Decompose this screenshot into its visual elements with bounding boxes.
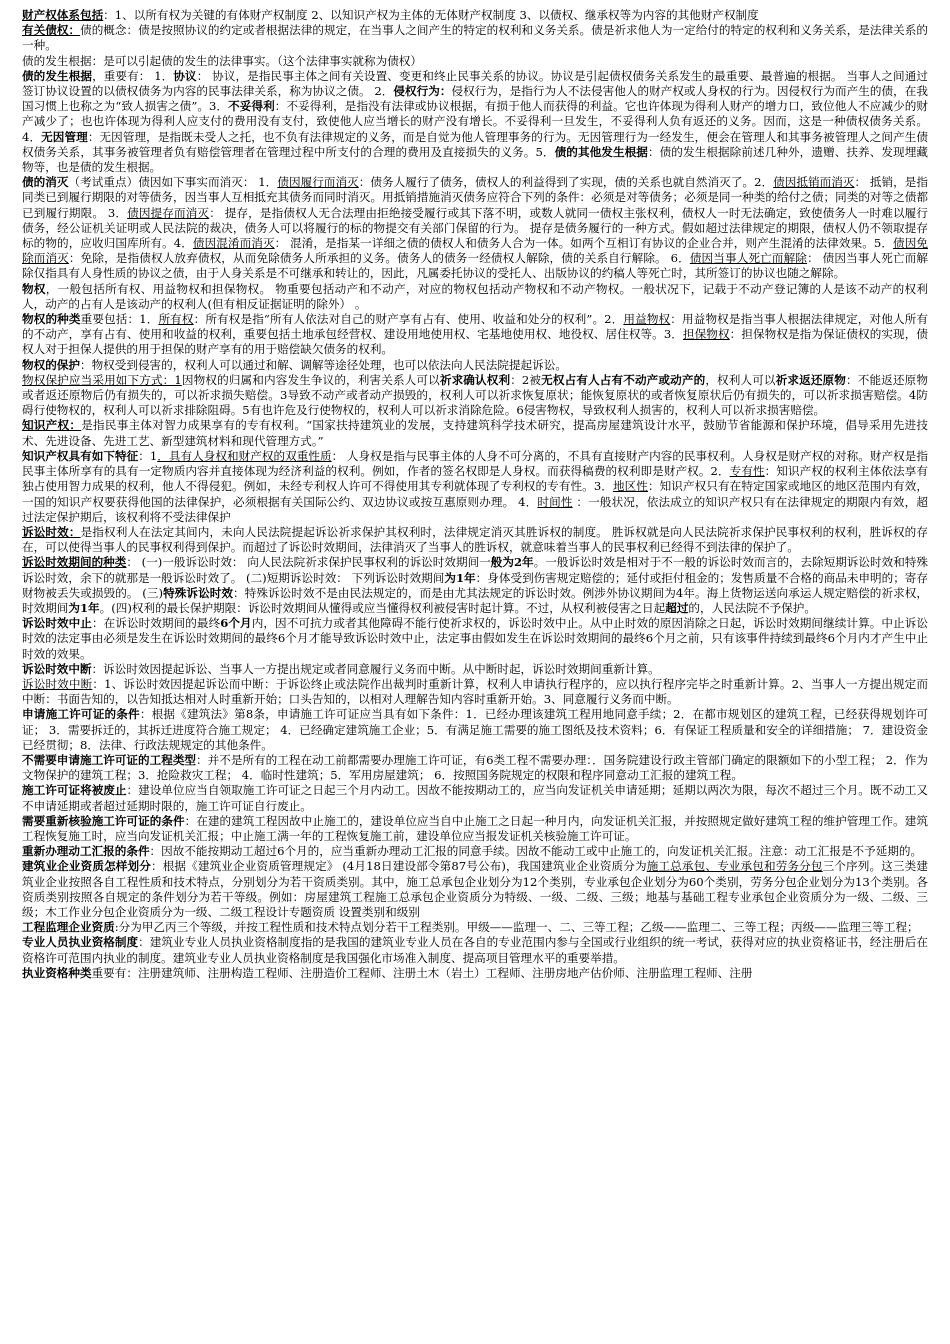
paragraph [22,525,928,555]
paragraph [22,555,928,616]
emphasis-text: 所有权 [158,312,194,327]
paragraph [22,707,928,753]
emphasis-text: 不需要申请施工许可证的工程类型 [22,752,197,767]
body-text: 三个序列。这三类建筑业企业按照各自工程性质和技术特点，分别划分为若干资质类别。其中，施工总承包企业划分为12个类别，专业承包企业划分为60个类别，劳务分包企业划分为13个类别。各资质类别按照各自规定的条件划分为若干等级。例如：房屋建筑工程施工总承包企业资质分为特级、一级、二级、三级；地基与基础工程专业承包企业资质分为一级、二级、三级；木工作业分包企业资质分为一级、二级工程设计专题资质 设置类别和级别 [22,859,928,919]
emphasis-text: 无权占有人占有不动产或动产的 [541,372,706,387]
body-text: 因物权的归属和内容发生争议的，利害关系人可以 [181,372,440,387]
body-text: ：不能返还原物或者返还原物后仍有损失的，可以祈求损失赔偿。3导致不动产或者动产损毁的，权利人可以祈求恢复原状；能恢复原状的或者恢复原状后仍有损失的，可以祈求损害赔偿。4防碍行使物权的，权利人可以祈求排除阻碍。5有也许危及行使物权的，权利人可以祈求消除危险。6侵害物权，导致权利人损害的，权利人可以祈求损害赔偿。 [22,372,928,418]
body-text: （考试重点）债因如下事实而消灭： 1． [68,175,278,190]
emphasis-text: 担保物权 [682,327,730,342]
body-text: ： 混淆，是指某一详细之债的债权人和债务人合为一体。如两个互相订有协议的企业合并，则产生混淆的法律效果。5． [274,236,894,251]
emphasis-text: 用益物权 [623,312,671,327]
body-text: 重要有：注册建筑师、注册构造工程师、注册造价工程师、注册土木（岩土）工程师、注册房地产估价师、注册监理工程师、注册 [91,965,753,980]
emphasis-text: 物权的种类 [22,312,81,327]
emphasis-text: 物权的保护 [22,357,80,372]
emphasis-text: 不妥得利 [228,99,275,114]
paragraph [22,859,928,920]
body-text: 重要包括：1． [80,312,159,327]
emphasis-text: 债因混淆而消灭 [192,236,275,251]
body-text: ：根据《建筑业企业资质管理规定》 (4月18日建设部令第87号公布)，我国建筑业企业资质分为 [150,859,647,874]
emphasis-text: 地区性 [612,479,648,494]
body-text: ：用益物权是指当事人根据法律规定，对他人所有的不动产，享有占有、使用和收益的权利，重要包括土地承包经营权、建设用地使用权、宅基地使用权、地役权、居住权等。3． [22,312,928,342]
paragraph [22,358,928,373]
emphasis-text: 债因提存而消灭 [127,205,210,220]
body-text: ，权利人可以 [705,372,776,387]
emphasis-text: 侵权行为： [393,84,452,99]
body-text: ：知识产权只有在特定国家或地区的地区范围内有效，一国的知识产权要获得他国的法律保护，必须根据有关国际公约、双边协议或按互惠原则办理。 4． [22,479,928,509]
body-text: ：债务人履行了债务，债权人的利益得到了实现，债的关系也就自然消灭了。2． [358,175,774,190]
emphasis-text: 财产权体系包括 [22,8,104,22]
emphasis-text: 特殊诉讼时效 [163,585,234,600]
paragraph [22,175,928,281]
body-text: :分为甲乙丙三个等级，并按工程性质和技术特点划分若干工程类别。甲级——监理一、二、三等工程；乙级——监理二、三等工程；丙级——监理三等工程； [114,920,919,935]
body-text: ：不妥得利，是指没有法律或协议根据，有损于他人而获得的利益。它也许体现为得利人财产的增力口，致位他人不应减少的财产减少了；也也许体现为得利人应支付的费用没有支付，致使他人应当增长的财产没有增长。不妥得利一旦发生，不妥得利人负有返还的义务。因而，这是一种债权债务关系。4． [22,99,928,144]
body-text: ：建设单位应当自领取施工许可证之日起三个月内动工。因故不能按期动工的，应当向发证机关申请延期；延期以两次为限，每次不超过三个月。既不动工又不申请延期或者超过延期时限的，施工许可证自行废止。 [22,783,928,813]
body-text: ：一般状况，依法成立的知识产权只有在法律规定的期限内有效，超过法定保护期后，该权利将不受法律保护 [22,494,928,524]
body-text: ：知识产权的权利主体依法享有独占使用智力成果的权利，他人不得侵犯。例如，未经专利权人许可不得使用其专利就体现了专利权的专有性。3． [22,464,928,494]
body-text: 侵权行为，是指行为人不法侵害他人的财产权或人身权的行为。因侵权行为而产生的债，在我国习惯上也称之为“致人损害之债”。3． [22,84,928,114]
emphasis-text: 时间性 [537,494,573,509]
paragraph [22,8,928,23]
paragraph [22,662,928,677]
body-text: ： 人身权是指与民事主体的人身不可分离的，不具有直接财产内容的民事权利。人身权是财产权的对称。财产权是指民事主体所享有的具有一定物质内容并直接体现为经济利益的权利。例如，作者的签名权即是人身权。而获得稿费的权利即是财产权。2． [22,448,928,479]
emphasis-text: 为1年 [68,600,100,615]
body-text: 内，因不可抗力或者其他障碍不能行使祈求权的，诉讼时效中止。从中止时效的原因消除之日起，诉讼时效期间继续计算。中止诉讼时效的法定事由必须是发生在诉讼时效期间的最终6个月才能导致诉讼时效中止，法定事由假如发生在诉讼时效期间的最终6个月之前，只有该事件持续到最终6个月内才产生中止时效的效果。 [22,616,928,661]
emphasis-text: 债因免除而消灭 [22,236,928,266]
emphasis-text: 般为2年 [490,555,534,570]
paragraph [22,312,928,358]
emphasis-text: 诉讼时效中断 [22,676,93,691]
body-text: ： 提存，是指债权人无合法理由拒绝接受履行或其下落不明，或数人就同一债权主张权利，债权人一时无法确定，致使债务人一时难以履行债务，经公证机关证明或人民法院的裁决，债务人可以将履行的标的物提交有关部门保留的行为。 提存是债务履行的一种方式。假如超过法律规定的期限，债权人仍不领取提存标的物的，应收归国库所有。4． [22,205,928,251]
body-text: ：根据《建筑法》第8条，申请施工许可证应当具有如下条件：1．已经办理该建筑工程用地同意手续；2．在都市规划区的建筑工程，已经获得规划许可证； 3．需要拆迁的，其拆迁进度符合施工规定； 4．已经确定建筑施工企业；5．有满足施工需要的施工图纸及技术资料；6．有保证工程质量和安全的详细措施； 7．建设资金已经贯彻；8．法律、行政法规规定的其他条件。 [22,707,928,752]
paragraph [22,935,928,965]
emphasis-text: 诉讼时效： [22,524,81,539]
body-text: 。(四)权利的最长保护期限：诉讼时效期间从懂得或应当懂得权利被侵害时起计算。不过，从权利被侵害之日起 [99,600,666,615]
paragraph [22,449,928,525]
emphasis-text: 执业资格种类 [22,965,92,980]
body-text: ：1、诉讼时效因提起诉讼而中断：于诉讼终止或法院作出裁判时重新计算，权利人申请执行程序的，应以执行程序完毕之时重新计算。2、当事人一方提出规定而中断：书面告知的，以告知抵达相对人时重新开始；口头告知的，以相对人理解告知内容时重新开始。3、同意履行义务而中断。 [22,676,928,707]
body-text: ：2被 [510,372,542,387]
emphasis-text: 债的发生根据 [22,68,93,83]
body-text: ：免除，是指债权人放弃债权，从而免除债务人所承担的义务。债务人的债务一经债权人解除，债的关系自行解除。 6． [68,251,690,266]
emphasis-text: 知识产权具有如下特征 [22,448,139,463]
body-text: ： 债因当事人死亡而解除仅指具有人身性质的协议之债，由于人身关系是不可继承和转让的，因此，凡属委托协议的受托人、出版协议的约稿人等死亡时，其所签订的协议也随之解除。 [22,251,928,281]
emphasis-text: 工程监理企业资质 [22,920,115,935]
paragraph [22,966,928,981]
emphasis-text: 专业人员执业资格制度 [22,935,139,950]
emphasis-text: 无因管理 [41,129,88,144]
body-text: ： 抵销，是指同类已到履行期限的对等债务，因当事人互相抵充其债务而同时消灭。用抵销措施消灭债务应符合下列的条件：必须是对等债务；必须是同一种类的给付之债；同类的对等之债都已到履行期限。 3． [22,175,928,220]
emphasis-text: 祈求返还原物 [775,372,846,387]
body-text: ：特殊诉讼时效不是由民法规定的，而是由尤其法规定的诉讼时效。例涉外协议期间为4年。海上货物运送向承运人规定赔偿的祈求权，时效期间 [22,585,928,615]
body-text: ，重要有： 1． [92,68,174,83]
emphasis-text: 为1年 [444,570,476,585]
paragraph [22,69,928,175]
body-text: ：无因管理，是指既未受人之托，也不负有法律规定的义务，而是自觉为他人管理事务的行为。无因管理行为一经发生，便会在管理人和其事务被管理人之间产生债权债务关系，其事务被管理者负有赔偿管理者在管理过程中所支付的合理的费用及直接损失的义务。5． [22,129,928,159]
paragraph [22,814,928,844]
body-text: 债的概念：债是按照协议的约定或者根据法律的规定，在当事人之间产生的特定的权利和义务关系。债是祈求他人为一定给付的特定的权利和义务关系，是法律关系的一种。 [22,23,928,53]
emphasis-text: 诉讼时效中断 [22,661,92,676]
emphasis-text: 专有性 [729,464,765,479]
emphasis-text: 知识产权： [22,418,82,433]
body-text: ：1、以所有权为关键的有体财产权制度 2、以知识产权为主体的无体财产权制度 3、以债权、继承权等为内容的其他财产权制度 [103,8,759,22]
emphasis-text: 超过 [665,600,689,615]
body-text: ： 协议，是指民事主体之间有关设置、变更和终止民事关系的协议。协议是引起债权债务关系发生的最重要、最普遍的根据。 当事人之间通过签订协议设置的以债权债务为内容的民事法律关系，称为协议之债。 2． [22,68,928,99]
body-text: 是指民事主体对智力成果享有的专有权利。“国家扶持建筑业的发展，支持建筑科学技术研究，提高房屋建筑设计水平，鼓励节省能源和保护环境，倡导采用先进技术、先进设备、先进工艺、新型建筑材料和现代管理方式。” [22,418,928,448]
emphasis-text: 协议 [173,68,197,83]
emphasis-text: 诉讼时效中止 [22,616,92,631]
paragraph [22,616,928,662]
emphasis-text: 建筑业企业资质怎样划分 [22,859,151,874]
emphasis-text: 物权 [22,281,46,296]
body-text: ：因故不能按期动工超过6个月的，应当重新办理动工汇报的同意手续。因故不能动工或中止施工的，向发证机关汇报。注意：动工汇报是不予延期的。 [149,844,923,859]
emphasis-text: 物权保护应当采用如下方式：1 [22,372,182,387]
emphasis-text: 债因履行而消灭 [277,175,359,190]
emphasis-text: 施工许可证将被废止 [22,783,127,798]
body-text: ：债的发生根据除前述几种外，遗赠、扶养、发现埋藏物等，也是债的发生根据。 [22,144,928,175]
emphasis-text: 6个月 [220,616,252,631]
paragraph [22,844,928,859]
body-text: 。一般诉讼时效是相对于不一般的诉讼时效而言的，去除短期诉讼时效和特殊诉讼时效，余下的就那是一般诉讼时效了。 (二)短期诉讼时效： 下列诉讼时效期间 [22,555,928,585]
emphasis-text: 债的消灭 [22,175,69,190]
paragraph [22,920,928,935]
paragraph [22,418,928,448]
body-text: ：在建的建筑工程因故中止施工的，建设单位应当自中止施工之日起一种月内，向发证机关汇报，并按照规定做好建筑工程的维护管理工作。建筑工程恢复施工时，应当向发证机关汇报；中止施工满一年的工程恢复施工前，建设单位应当报发证机关核验施工许可证。 [22,813,928,843]
body-text: ：所有权是指“所有人依法对自己的财产享有占有、使用、收益和处分的权利”。2． [193,312,624,327]
paragraph [22,373,928,419]
emphasis-text: 施工总承包、专业承包和劳务分包 [646,859,823,874]
emphasis-text: 债因抵销而消灭 [773,175,855,190]
emphasis-text: ．具有人身权和财产权的双重性质 [157,448,332,463]
emphasis-text: 有关债权： [22,23,81,38]
body-text: ：1 [138,448,158,463]
emphasis-text: 诉讼时效期间的种类 [22,555,127,570]
emphasis-text: 重新办理动工汇报的条件 [22,844,150,859]
emphasis-text: 债的其他发生根据 [554,144,648,159]
paragraph [22,677,928,707]
body-text: 的，人民法院不予保护。 [688,600,816,615]
body-text: ：在诉讼时效期间的最终 [91,616,221,631]
body-text: ：并不是所有的工程在动工前都需要办理施工许可证，有6类工程不需要办理：．国务院建设行政主管部门确定的限额如下的小型工程； 2．作为文物保护的建筑工程；3．抢险救灾工程； 4．临时性建筑；5．军用房屋建筑； 6．按照国务院规定的权限和程序同意动工汇报的建筑工程。 [22,752,928,783]
paragraph [22,783,928,813]
paragraph [22,282,928,312]
body-text: ：身体受到伤害规定赔偿的；延付或拒付租金的；发售质量不合格的商品未申明的；寄存财物被丢失或损毁的。 (三) [22,570,929,600]
body-text: ，一般包括所有权、用益物权和担保物权。 物重要包括动产和不动产，对应的物权包括动产物权和不动产物权。一般状况下，记载于不动产登记簿的人是该不动产的权利人，动产的占有人是该动产的权利人(但有相反证据证明的除外） 。 [22,281,928,311]
emphasis-text: 债因当事人死亡而解除 [689,251,808,266]
paragraph [22,23,928,53]
body-text: ：担保物权是指为保证债权的实现，债权人对于担保人提供的用于担保的财产享有的用于赔偿缺欠债务的权利。 [22,327,928,357]
emphasis-text: 需要重新核验施工许可证的条件 [22,813,185,828]
body-text: ：诉讼时效因提起诉讼、当事人一方提出规定或者同意履行义务而中断。从中断时起，诉讼时效期间重新计算。 [91,661,660,676]
emphasis-text: 祈求确认权利 [439,372,511,387]
body-text: 债的发生根据：是可以引起债的发生的法律事实。（这个法律事实就称为债权） [22,53,422,68]
body-text: ：建筑业专业人员执业资格制度指的是我国的建筑业专业人员在各自的专业范围内参与全国或行业组织的统一考试，获得对应的执业资格证书，经注册后在资格许可范围内执业的制度。建筑业专业人员执业资格制度是我国强化市场准入制度、提高项目管理水平的重要举措。 [22,935,928,965]
body-text: 是指权利人在法定其间内，未向人民法院提起诉讼祈求保护其权利时，法律规定消灭其胜诉权的制度。 胜诉权就是向人民法院祈求保护民事权利的权利，胜诉权的存在，可以使得当事人的民事权利得到保护。而超过了诉讼时效期间，法律消灭了当事人的胜诉权，就意味着当事人的民事权利已经得不到法律的保护了。 [22,524,928,555]
paragraph [22,54,928,69]
body-text: ： (一)一般诉讼时效： 向人民法院祈求保护民事权利的诉讼时效期间一 [126,555,491,570]
body-text: ：物权受到侵害的，权利人可以通过和解、调解等途径处理，也可以依法向人民法院提起诉讼。 [79,357,567,372]
paragraph [22,753,928,783]
emphasis-text: 申请施工许可证的条件 [22,707,140,722]
